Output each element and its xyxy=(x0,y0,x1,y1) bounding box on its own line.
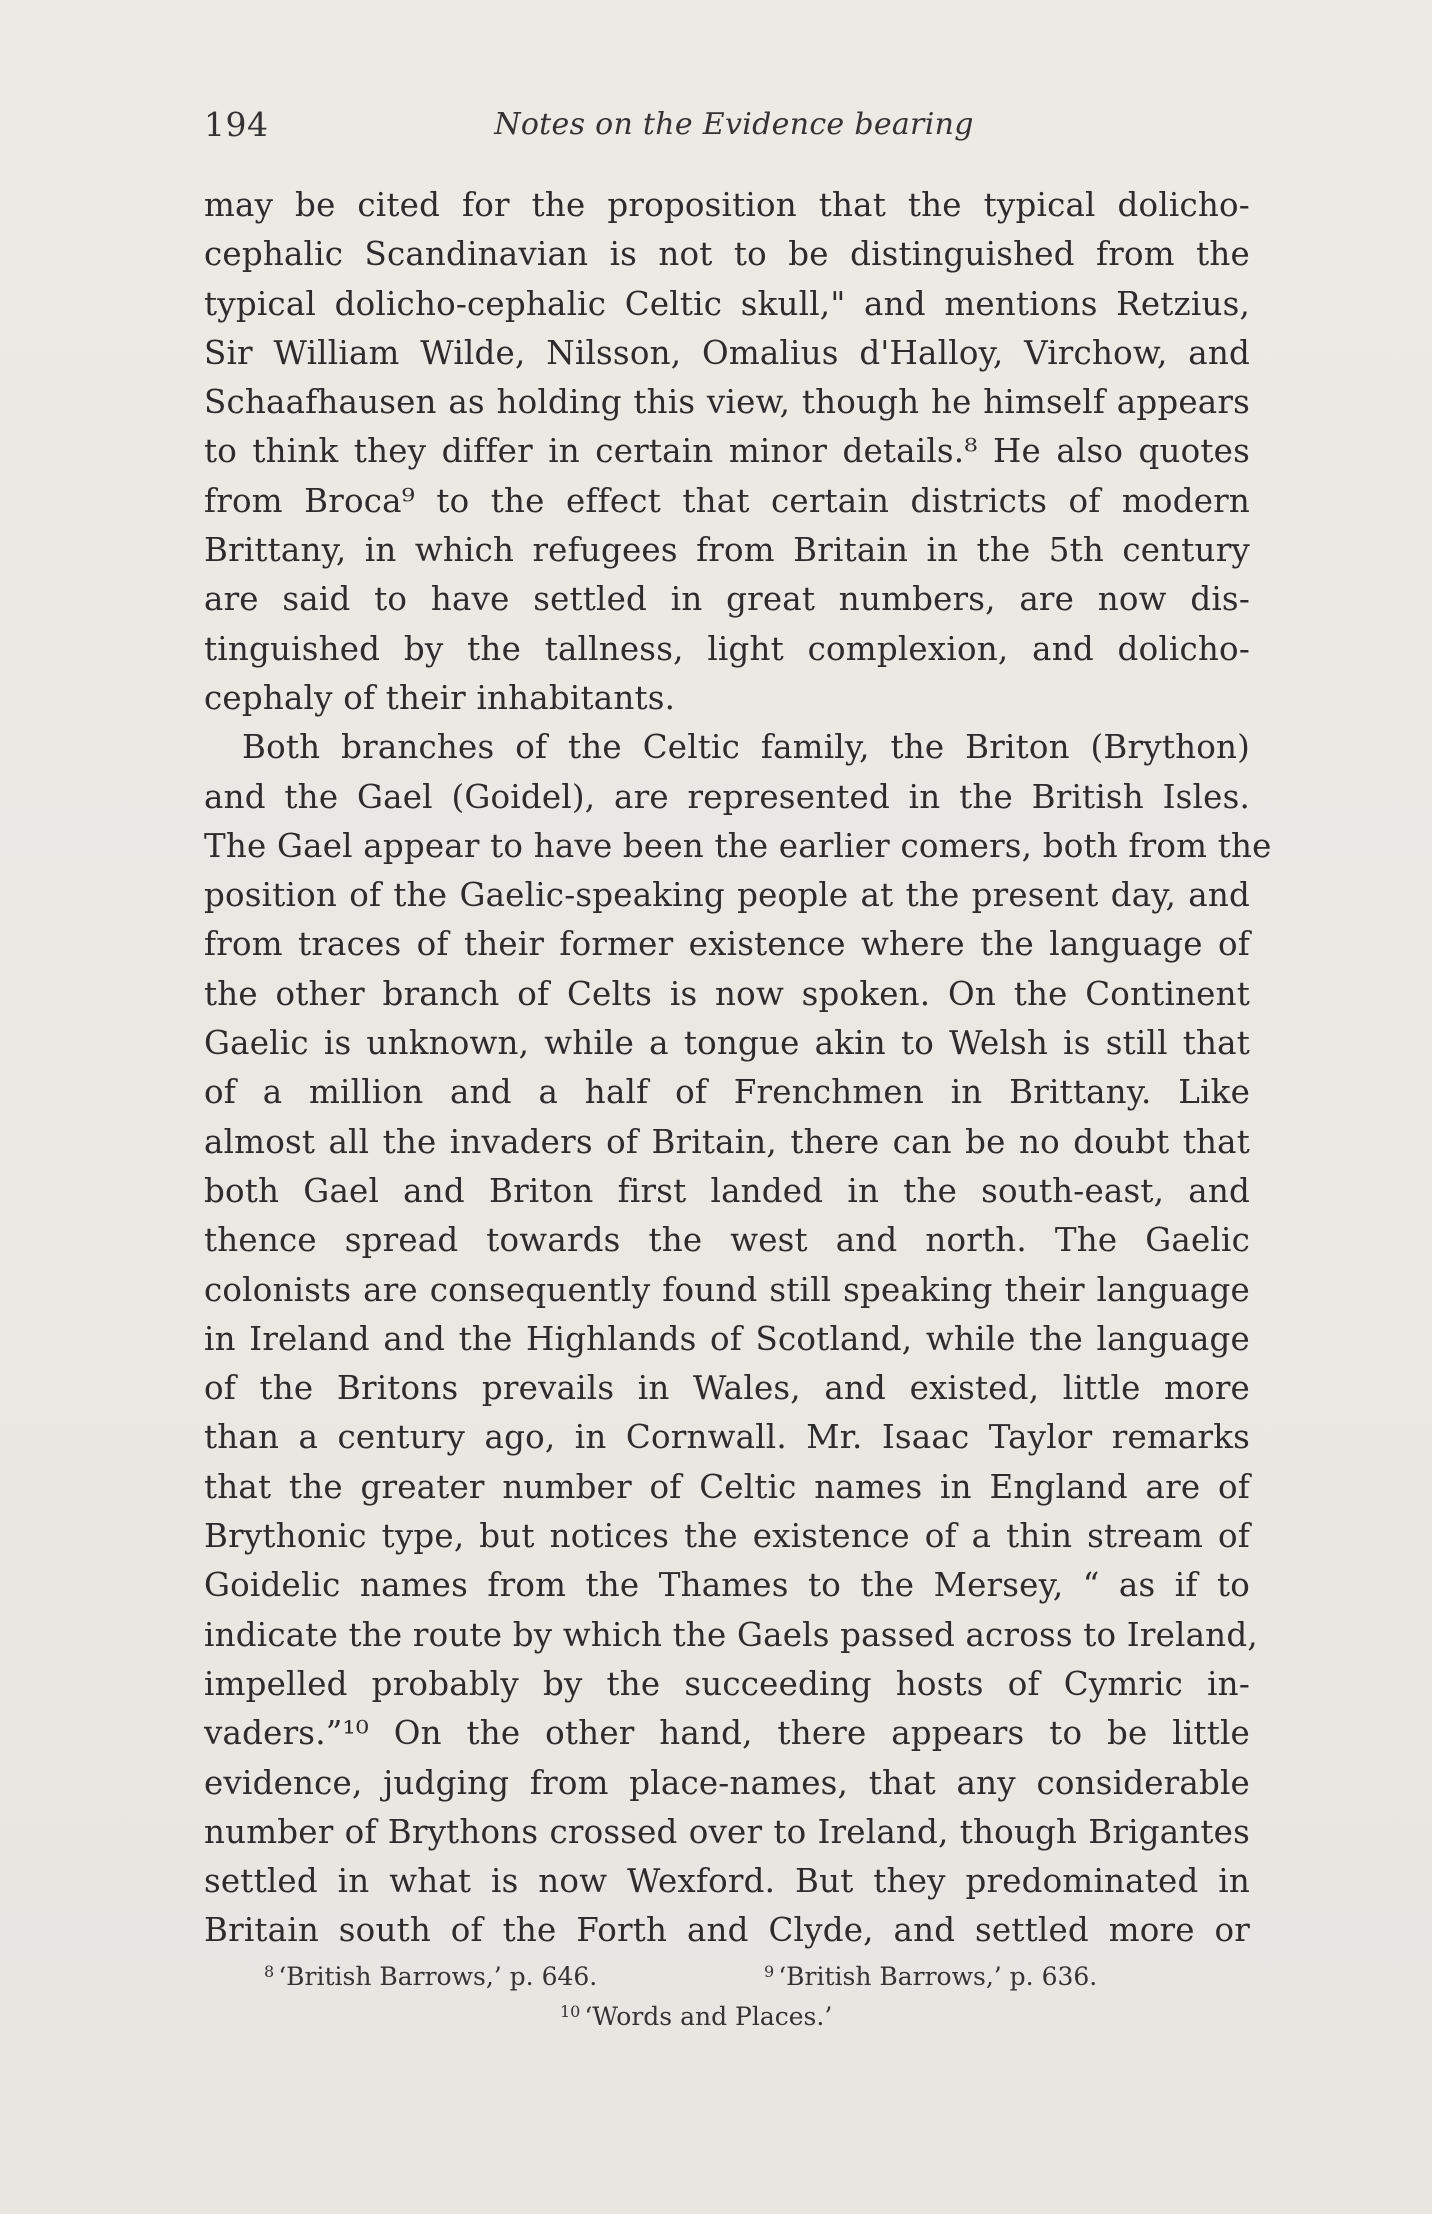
footnote-row xyxy=(264,1952,1244,1992)
body-text xyxy=(204,181,1272,1956)
text-line: almost all the invaders of Britain, there can be no doubt that xyxy=(204,1122,1250,1161)
text-line: Both branches of the Celtic family, the Briton (Brython) xyxy=(242,728,1250,767)
text-line: impelled probably by the succeeding hosts of Cymric in- xyxy=(204,1664,1250,1703)
text-line: may be cited for the proposition that the typical dolicho- xyxy=(204,186,1250,224)
footnotes xyxy=(264,1952,1244,2032)
text-line: Brittany, in which refugees from Britain in the 5th century xyxy=(204,531,1250,570)
text-line: and the Gael (Goidel), are represented in the British Isles. xyxy=(204,777,1250,816)
text-line: that the greater number of Celtic names in England are of xyxy=(204,1467,1250,1506)
text-line: Goidelic names from the Thames to the Mersey, “ as if to xyxy=(204,1566,1250,1605)
text-line: tinguished by the tallness, light complexion, and dolicho- xyxy=(204,629,1250,668)
footnote-mark: 10 xyxy=(560,2002,581,2021)
page-header xyxy=(204,105,1250,155)
text-line: cephaly of their inhabitants. xyxy=(204,678,676,717)
text-line: are said to have settled in great numbers, are now dis- xyxy=(204,580,1250,619)
footnote-row xyxy=(264,1992,1244,2032)
text-line: to think they differ in certain minor details.⁸ He also quotes xyxy=(204,432,1250,471)
text-line: settled in what is now Wexford. But they predominated in xyxy=(204,1862,1250,1901)
text-line: thence spread towards the west and north. The Gaelic xyxy=(204,1221,1250,1260)
footnote-text: ‘British Barrows,’ p. 636. xyxy=(778,1962,1098,1991)
footnote-text: ‘British Barrows,’ p. 646. xyxy=(278,1962,598,1991)
text-line: the other branch of Celts is now spoken. On the Continent xyxy=(204,974,1250,1013)
page-number: 194 xyxy=(204,105,269,144)
text-line: evidence, judging from place-names, that any considerable xyxy=(204,1763,1250,1802)
text-line: cephalic Scandinavian is not to be distinguished from the xyxy=(204,235,1250,274)
text-line: position of the Gaelic-speaking people at the present day, and xyxy=(204,876,1250,915)
footnote xyxy=(264,1952,597,1997)
text-line: indicate the route by which the Gaels passed across to Ireland, xyxy=(204,1615,1258,1654)
text-line: in Ireland and the Highlands of Scotland, while the language xyxy=(204,1319,1250,1358)
text-line: Gaelic is unknown, while a tongue akin to Welsh is still that xyxy=(204,1024,1250,1063)
running-title: Notes on the Evidence bearing xyxy=(494,107,974,142)
text-line: Schaafhausen as holding this view, though he himself appears xyxy=(204,383,1250,422)
text-line: from Broca⁹ to the effect that certain districts of modern xyxy=(204,481,1250,520)
footnote xyxy=(764,1952,1097,1997)
footnote-mark: 8 xyxy=(264,1962,275,1981)
text-line: of the Britons prevails in Wales, and existed, little more xyxy=(204,1369,1250,1408)
text-line: than a century ago, in Cornwall. Mr. Isaac Taylor remarks xyxy=(204,1418,1250,1457)
text-line: Brythonic type, but notices the existence of a thin stream of xyxy=(204,1517,1250,1556)
text-line: number of Brythons crossed over to Ireland, though Brigantes xyxy=(204,1812,1250,1851)
footnote-text: ‘Words and Places.’ xyxy=(584,2002,833,2031)
text-line: both Gael and Briton first landed in the south-east, and xyxy=(204,1171,1250,1210)
text-line: colonists are consequently found still speaking their language xyxy=(204,1270,1250,1309)
text-line: from traces of their former existence where the language of xyxy=(204,925,1250,964)
text-line: Britain south of the Forth and Clyde, and settled more or xyxy=(204,1911,1250,1950)
text-line: The Gael appear to have been the earlier comers, both from the xyxy=(204,826,1272,865)
text-line: of a million and a half of Frenchmen in Brittany. Like xyxy=(204,1073,1250,1112)
footnote-mark: 9 xyxy=(764,1962,775,1981)
text-line: typical dolicho-cephalic Celtic skull," and mentions Retzius, xyxy=(204,284,1250,323)
text-line: vaders.”¹⁰ On the other hand, there appears to be little xyxy=(204,1714,1250,1753)
text-line: Sir William Wilde, Nilsson, Omalius d'Halloy, Virchow, and xyxy=(204,333,1250,372)
footnote xyxy=(560,1992,832,2037)
